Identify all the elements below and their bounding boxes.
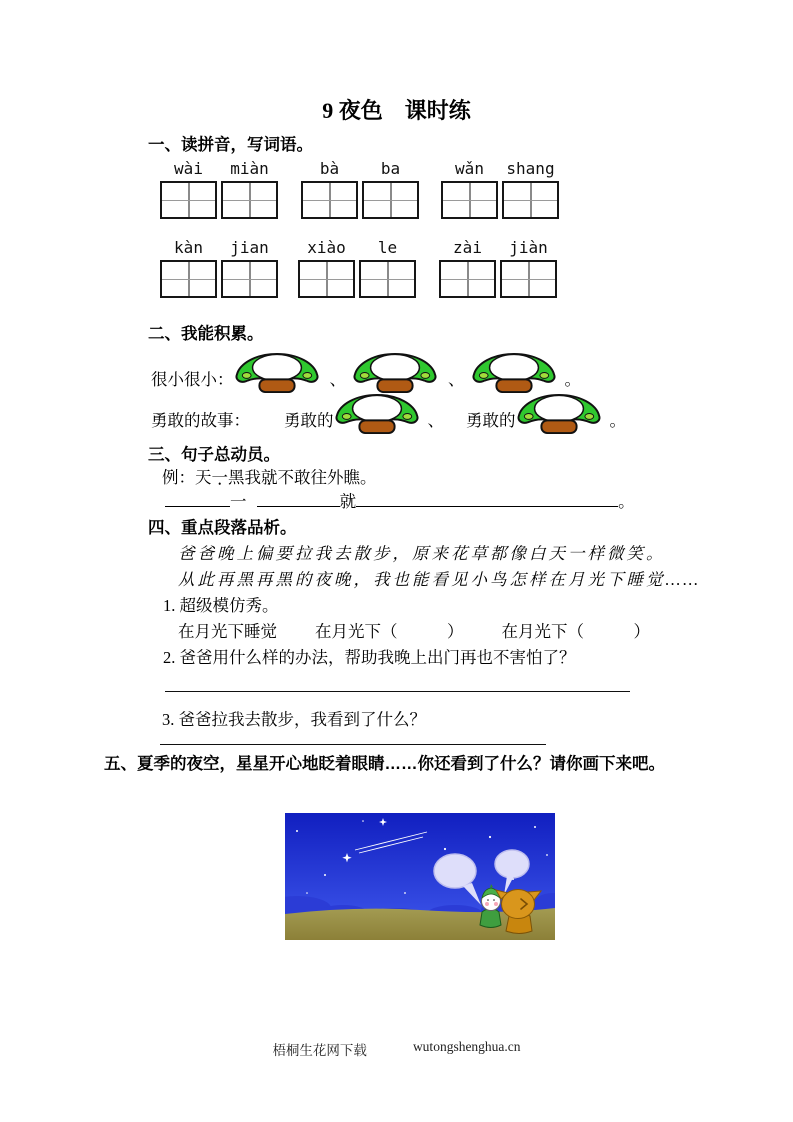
grid-horizontal-line	[223, 200, 276, 201]
period: 。	[609, 411, 626, 430]
pinyin-label: wài	[174, 159, 203, 178]
separator: 、	[427, 411, 444, 430]
pinyin-label: le	[377, 238, 398, 257]
question-one: 1. 超级模仿秀。	[163, 596, 279, 615]
writing-grid-box	[359, 260, 416, 298]
grid-horizontal-line	[303, 200, 356, 201]
section-three-heading: 三、句子总动员。	[148, 446, 280, 464]
pinyin-label: zài	[453, 238, 482, 257]
separator: 、	[448, 370, 465, 389]
grid-horizontal-line	[361, 279, 414, 280]
example-text: 天	[195, 468, 212, 487]
writing-grid-box	[160, 260, 217, 298]
grid-horizontal-line	[504, 200, 557, 201]
phrase-prefix: 勇敢的	[284, 411, 334, 430]
answer-line	[165, 668, 630, 692]
section-two-heading: 二、我能积累。	[148, 325, 264, 343]
question-three: 3. 爸爸拉我去散步，我看到了什么？	[162, 710, 426, 729]
pinyin-label: jiàn	[509, 238, 548, 257]
page-title: 9 夜色 课时练	[322, 98, 471, 123]
pinyin-word-group	[441, 159, 559, 219]
example-text: 黑我	[228, 468, 261, 487]
pinyin-label: miàn	[230, 159, 269, 178]
imitation-item: 在月光下（ ）	[501, 622, 650, 641]
grid-horizontal-line	[441, 279, 494, 280]
grid-horizontal-line	[443, 200, 496, 201]
pinyin-word-group	[301, 159, 419, 219]
writing-grid-box	[221, 260, 278, 298]
pinyin-label: wǎn	[455, 159, 484, 178]
question-two: 2. 爸爸用什么样的办法，帮助我晚上出门再也不害怕了？	[163, 648, 576, 667]
accumulate-line-small	[151, 351, 581, 394]
section-five-heading: 五、夏季的夜空，星星开心地眨着眼睛……你还看到了什么？请你画下来吧。	[104, 755, 665, 773]
answer-blank	[356, 490, 618, 507]
pinyin-label: xiào	[307, 238, 346, 257]
line-label: 勇敢的故事：	[151, 411, 250, 430]
pinyin-word-group	[160, 238, 278, 298]
grid-horizontal-line	[162, 200, 215, 201]
writing-grid-box	[301, 181, 358, 219]
example-text: 不敢往外瞧。	[277, 468, 377, 487]
page-footer	[0, 1039, 793, 1059]
section-one-heading: 一、读拼音，写词语。	[148, 136, 313, 154]
mushroom-icon	[234, 351, 320, 394]
fill-word: 一	[230, 492, 247, 511]
imitation-item: 在月光下（ ）	[315, 622, 464, 641]
writing-grid-box	[221, 181, 278, 219]
writing-grid-box	[500, 260, 557, 298]
pinyin-label: bà	[319, 159, 340, 178]
phrase-prefix: 勇敢的	[466, 411, 516, 430]
line-label: 很小很小：	[151, 370, 234, 389]
fill-word: 就	[339, 492, 357, 511]
passage-line: 爸爸晚上偏要拉我去散步，原来花草都像白天一样微笑。	[178, 544, 666, 563]
accumulate-line-brave	[151, 392, 626, 435]
section-four-heading: 四、重点段落品析。	[148, 519, 297, 537]
grid-horizontal-line	[223, 279, 276, 280]
imitation-items	[178, 618, 650, 642]
pinyin-word-group	[439, 238, 557, 298]
pinyin-word-group	[160, 159, 278, 219]
pinyin-label: shang	[506, 159, 555, 178]
answer-blank	[257, 490, 340, 507]
footer-site-name: 梧桐生花网下载	[272, 1043, 367, 1058]
mushroom-icon	[516, 392, 602, 435]
footer-site-url: wutongshenghua.cn	[412, 1039, 521, 1054]
writing-grid-box	[362, 181, 419, 219]
answer-blank	[165, 490, 230, 507]
grid-horizontal-line	[364, 200, 417, 201]
pinyin-label: jian	[230, 238, 269, 257]
example-sentence	[162, 464, 377, 488]
grid-horizontal-line	[300, 279, 353, 280]
mushroom-icon	[352, 351, 438, 394]
mushroom-icon	[471, 351, 557, 394]
fill-period: 。	[618, 492, 635, 511]
period: 。	[564, 370, 581, 389]
separator: 、	[329, 370, 346, 389]
passage-line: 从此再黑再黑的夜晚，我也能看见小鸟怎样在月光下睡觉……	[178, 570, 701, 589]
emphasized-char: 就	[261, 468, 278, 487]
pinyin-word-group	[298, 238, 416, 298]
writing-grid-box	[160, 181, 217, 219]
answer-line	[160, 721, 546, 745]
pinyin-label: ba	[380, 159, 401, 178]
grid-horizontal-line	[162, 279, 215, 280]
grid-horizontal-line	[502, 279, 555, 280]
night-sky-illustration	[285, 813, 555, 940]
example-label: 例：	[162, 468, 195, 487]
writing-grid-box	[502, 181, 559, 219]
emphasized-char: 一	[211, 468, 228, 487]
sentence-fill-line	[165, 488, 635, 512]
mushroom-icon	[334, 392, 420, 435]
writing-grid-box	[298, 260, 355, 298]
writing-grid-box	[441, 181, 498, 219]
imitation-item: 在月光下睡觉	[178, 622, 277, 641]
pinyin-label: kàn	[174, 238, 203, 257]
writing-grid-box	[439, 260, 496, 298]
